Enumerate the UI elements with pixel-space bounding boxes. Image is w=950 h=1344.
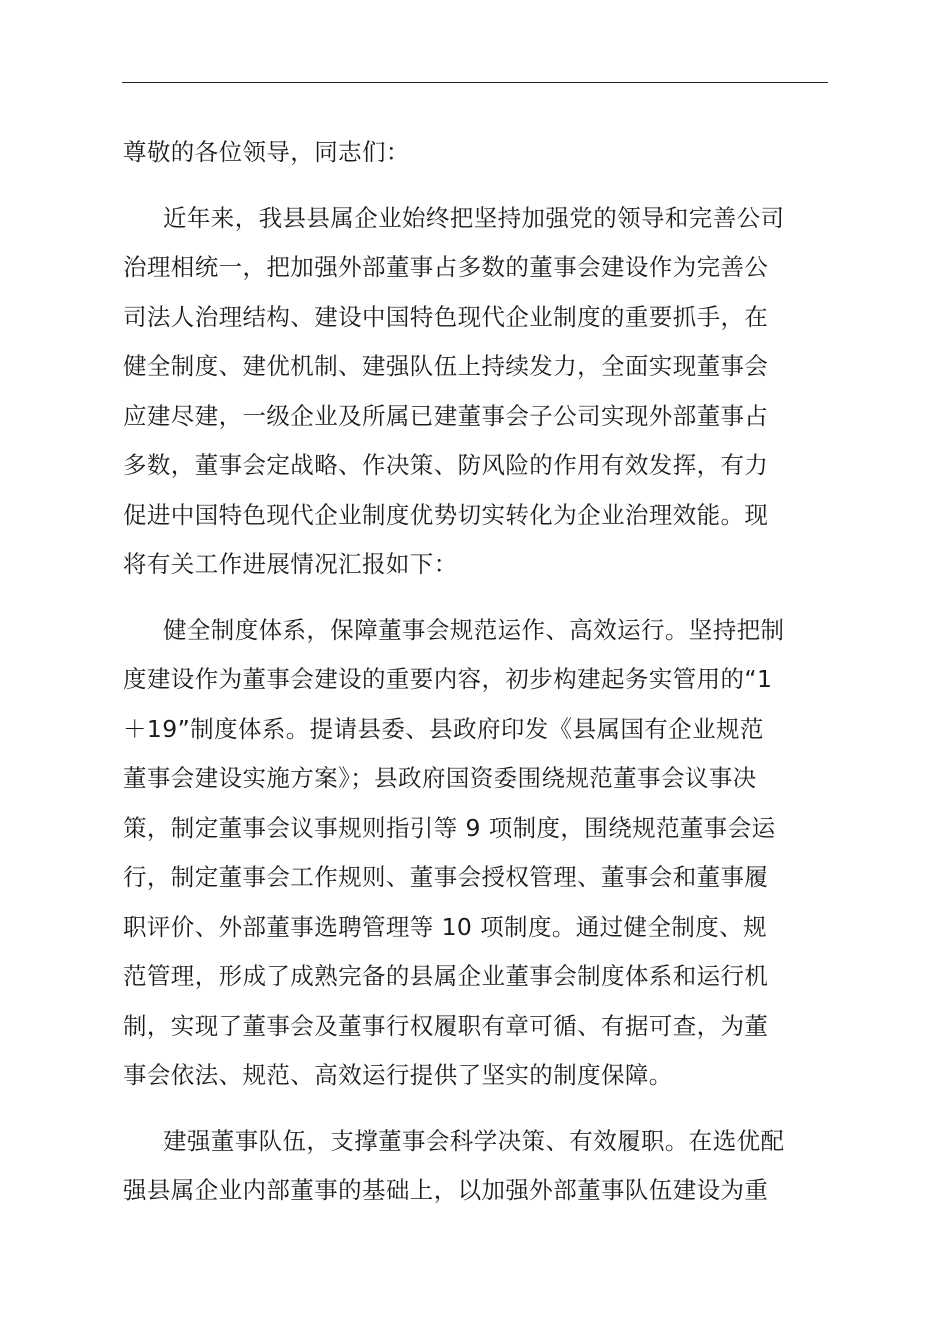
paragraph-line: 应建尽建，一级企业及所属已建董事会子公司实现外部董事占 — [123, 401, 769, 430]
paragraph-line: 治理相统一，把加强外部董事占多数的董事会建设作为完善公 — [123, 253, 769, 281]
paragraph-line: 促进中国特色现代企业制度优势切实转化为企业治理效能。现 — [123, 500, 769, 529]
paragraph-system — [123, 606, 828, 1101]
paragraph-line: 司法人治理结构、建设中国特色现代企业制度的重要抓手，在 — [123, 302, 769, 331]
paragraph-line: 董事会建设实施方案》；县政府国资委围绕规范董事会议事决 — [123, 764, 757, 792]
paragraph-line: 事会依法、规范、高效运行提供了坚实的制度保障。 — [123, 1061, 673, 1089]
paragraph-line: 强县属企业内部董事的基础上，以加强外部董事队伍建设为重 — [123, 1176, 769, 1204]
header-rule — [122, 82, 828, 83]
paragraph-line: 健全制度、建优机制、建强队伍上持续发力，全面实现董事会 — [123, 352, 769, 380]
paragraph-line: 职评价、外部董事选聘管理等 10 项制度。通过健全制度、规 — [123, 912, 767, 941]
document-body — [123, 128, 828, 1216]
paragraph-line: 策，制定董事会议事规则指引等 9 项制度，围绕规范董事会运 — [123, 813, 776, 842]
paragraph-team — [123, 1117, 828, 1216]
paragraph-line: 范管理，形成了成熟完备的县属企业董事会制度体系和运行机 — [123, 962, 769, 990]
paragraph-intro — [123, 194, 828, 590]
salutation — [123, 128, 828, 178]
paragraph-line: 多数，董事会定战略、作决策、防风险的作用有效发挥，有力 — [123, 451, 769, 479]
paragraph-line: 将有关工作进展情况汇报如下： — [123, 550, 458, 578]
paragraph-line: 建强董事队伍，支撑董事会科学决策、有效履职。在选优配 — [163, 1126, 785, 1155]
paragraph-line: 制，实现了董事会及董事行权履职有章可循、有据可查，为董 — [123, 1011, 769, 1040]
paragraph-line: 行，制定董事会工作规则、董事会授权管理、董事会和董事履 — [123, 863, 769, 891]
paragraph-line: 度建设作为董事会建设的重要内容，初步构建起务实管用的“1 — [123, 665, 773, 693]
paragraph-line: ＋19”制度体系。提请县委、县政府印发《县属国有企业规范 — [123, 714, 764, 743]
paragraph-line: 近年来，我县县属企业始终把坚持加强党的领导和完善公司 — [163, 203, 785, 232]
paragraph-line: 健全制度体系，保障董事会规范运作、高效运行。坚持把制 — [163, 615, 785, 644]
salutation-line: 尊敬的各位领导，同志们： — [123, 138, 410, 166]
